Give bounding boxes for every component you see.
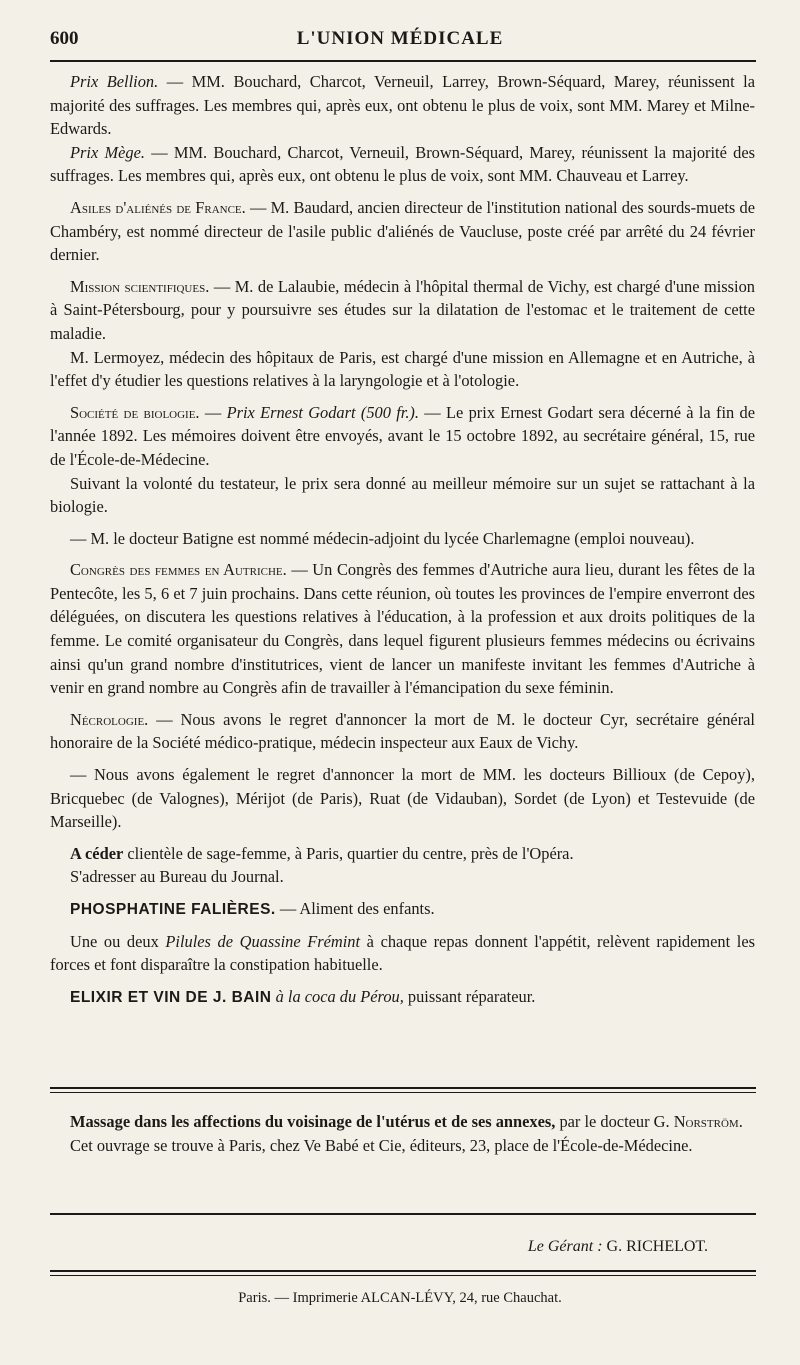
ad-phosphatine bbox=[50, 897, 755, 922]
ad-rule-bottom bbox=[50, 1213, 756, 1215]
paragraph-text: — Le prix Ernest Godart sera décerné à la fin de l'année 1892. Les mémoires doivent être envoyés, avant le 15 octobre 1892, au secrétaire général, 15, rue de l'École-de-Médecine. bbox=[50, 402, 756, 469]
ad-text: à chaque repas donnent l'appétit, relèvent rapidement les forces et font disparaître la constipation habituelle. bbox=[50, 931, 755, 975]
ad-lead: PHOSPHATINE FALIÈRES. bbox=[70, 901, 276, 918]
journal-title: L'UNION MÉDICALE bbox=[296, 28, 504, 49]
ad-rule-top bbox=[50, 1087, 756, 1089]
paragraph-lermoyez: M. Lermoyez, médecin des hôpitaux de Paris, est chargé d'une mission en Allemagne et en Autriche, à l'effet d'y étudier les questions relatives à la laryngologie et à l'otologie. bbox=[50, 347, 755, 391]
ad-product: à la coca du Pérou, bbox=[275, 986, 404, 1006]
paragraph-prix-mege bbox=[50, 141, 755, 188]
paragraph-testateur: Suivant la volonté du testateur, le prix sera donné au meilleur mémoire sur un sujet se rattachant à la biologie. bbox=[50, 473, 755, 517]
ad-product: Pilules de Quassine Frémint bbox=[165, 931, 361, 951]
ad-text: par le docteur G. bbox=[555, 1112, 674, 1131]
section-heading: Mission scientifiques. bbox=[70, 276, 210, 296]
paragraph-text: — M. Baudard, ancien directeur de l'institution national des sourds-muets de Chambéry, est nommé directeur de l'asile public d'aliénés de Vaucluse, poste créé par arrêté du 24 février dernier. bbox=[50, 197, 755, 265]
printer-imprint: Paris. — Imprimerie ALCAN-LÉVY, 24, rue Chauchat. bbox=[238, 1290, 562, 1306]
footer-rule-thin bbox=[50, 1275, 756, 1276]
paragraph-necrologie bbox=[50, 708, 755, 755]
massage-notice bbox=[50, 1110, 755, 1157]
paragraph-asiles bbox=[50, 196, 755, 267]
paragraph-text: — M. de Lalaubie, médecin à l'hôpital thermal de Vichy, est chargé d'une mission à Saint-Pétersbourg, pour y poursuivre ses études sur la dilatation de l'estomac et le traitement de cette maladie. bbox=[50, 276, 755, 343]
paragraph-dash: — bbox=[199, 402, 227, 422]
ad-pilules bbox=[50, 930, 755, 977]
paragraph-text: — MM. Bouchard, Charcot, Verneuil, Larrey, Brown-Séquard, Marey, réunissent la majorité des suffrages. Les membres qui, après eux, ont obtenu le plus de voix, sont MM. Marey et Milne-Edwards. bbox=[50, 72, 755, 139]
ad-editeur: Cet ouvrage se trouve à Paris, chez Ve Babé et Cie, éditeurs, 23, place de l'École-de-Médecine. bbox=[70, 1135, 693, 1155]
ad-text: — Aliment des enfants. bbox=[275, 899, 435, 918]
ad-text: clientèle de sage-femme, à Paris, quartier du centre, près de l'Opéra. bbox=[123, 843, 574, 863]
section-heading: Congrès des femmes en Autriche. bbox=[70, 560, 287, 580]
gerant-label: Le Gérant : bbox=[527, 1238, 607, 1255]
paragraph-text: — Un Congrès des femmes d'Autriche aura lieu, durant les fêtes de la Pentecôte, les 5, 6 et 7 juin prochains. Dans cette réunion, où toutes les provinces de l'empire enverront des déléguées, on discutera les questions relatives à l'éducation, à la profession et aux droits politiques de la femme. Le comité organisateur du Congrès, dans lequel figurent plusieurs femmes médecins ou écrivains ainsi qu'un grand nombre d'institutrices, vient de lancer un manifeste invitant les femmes d'Autriche à venir en grand nombre au Congrès afin de travailler à l'émancipation du sexe féminin. bbox=[50, 560, 756, 698]
paragraph-biologie bbox=[50, 401, 755, 472]
ad-elixir bbox=[50, 985, 755, 1010]
paragraph-text: — MM. Bouchard, Charcot, Verneuil, Brown-Séquard, Marey, réunissent la majorité des suffrages. Les membres qui, après eux, ont obtenu le plus de voix, sont MM. Chauveau et Larrey. bbox=[50, 142, 755, 186]
paragraph-lead: Prix Mège. bbox=[70, 142, 145, 162]
paragraph-batigne: — M. le docteur Batigne est nommé médecin-adjoint du lycée Charlemagne (emploi nouveau). bbox=[70, 528, 695, 548]
section-heading: Société de biologie. bbox=[70, 402, 200, 422]
article-column bbox=[50, 70, 755, 1009]
header-rule bbox=[50, 60, 756, 62]
ad-a-ceder-contact: S'adresser au Bureau du Journal. bbox=[70, 867, 284, 887]
gerant-name: G. RICHELOT. bbox=[606, 1238, 708, 1255]
ad-a-ceder bbox=[50, 842, 755, 866]
ad-author: Norström. bbox=[673, 1112, 743, 1131]
paragraph-congres bbox=[50, 558, 755, 700]
ad-text: puissant réparateur. bbox=[403, 986, 536, 1006]
ad-massage bbox=[50, 1110, 755, 1134]
section-heading: Asiles d'aliénés de France. bbox=[70, 197, 246, 217]
section-heading: Nécrologie. bbox=[70, 709, 149, 729]
page-number: 600 bbox=[50, 28, 79, 49]
ad-lead: Massage dans les affections du voisinage de l'utérus et de ses annexes, bbox=[70, 1112, 556, 1131]
paragraph-missions bbox=[50, 275, 755, 346]
ad-rule-top-thin bbox=[50, 1092, 756, 1093]
paragraph-lead: Prix Bellion. bbox=[70, 72, 159, 91]
paragraph-deces: — Nous avons également le regret d'annoncer la mort de MM. les docteurs Billioux (de Cepoy), Bricquebec (de Valognes), Mérijot (de Paris), Ruat (de Vidauban), Sordet (de Lyon) et Testevuide (de Marseille). bbox=[50, 765, 755, 832]
paragraph-text: — Nous avons le regret d'annoncer la mort de M. le docteur Cyr, secrétaire général honoraire de la Société médico-pratique, médecin inspecteur aux Eaux de Vichy. bbox=[50, 709, 755, 753]
ad-lead: A céder bbox=[70, 843, 124, 863]
gerant-signature bbox=[528, 1238, 708, 1256]
paragraph-lead: Prix Ernest Godart (500 fr.). bbox=[226, 402, 419, 422]
ad-lead: ELIXIR ET VIN DE J. BAIN bbox=[70, 988, 272, 1006]
footer-rule bbox=[50, 1270, 756, 1272]
ad-text: Une ou deux bbox=[70, 931, 166, 951]
page-header bbox=[50, 28, 750, 58]
paragraph-prix-bellion bbox=[50, 70, 755, 141]
